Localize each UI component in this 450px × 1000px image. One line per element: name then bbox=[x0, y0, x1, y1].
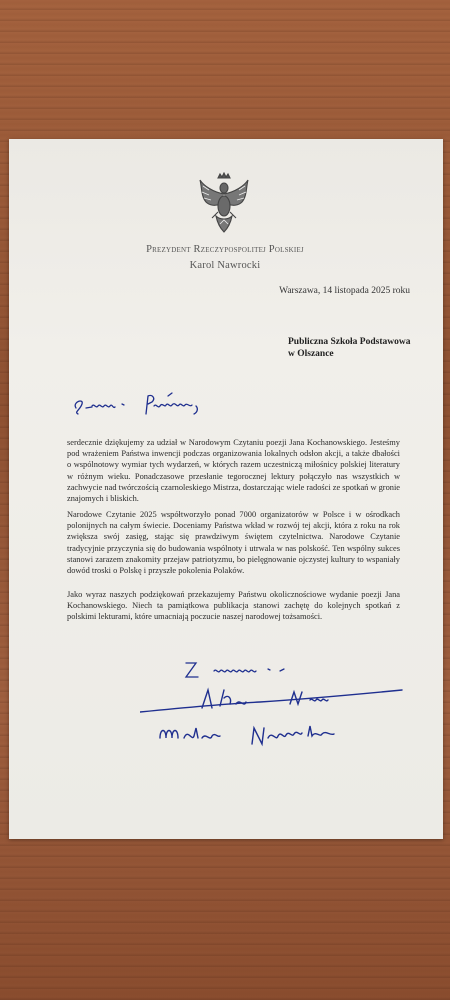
recipient-line-2: w Olszance bbox=[288, 349, 334, 359]
header-name: Karol Nawrocki bbox=[189, 260, 261, 271]
handwritten-salutation bbox=[70, 384, 250, 420]
polish-eagle-emblem-icon bbox=[198, 172, 250, 234]
header-title: Prezydent Rzeczypospolitej Polskiej bbox=[146, 244, 304, 255]
paragraph-3: Jako wyraz naszych podziękowań przekazujemy Państwu okolicznościowe wydanie poezji Jana Kochanowskiego. Niech ta pamiątkowa publikacja stanowi zachętę do kolejnych spotkań z polskimi lekturami, które umacniają poczucie naszej narodowej tożsamości. bbox=[67, 590, 400, 622]
date-line: Warszawa, 14 listopada 2025 roku bbox=[279, 286, 410, 296]
handwritten-signatures bbox=[140, 680, 410, 755]
recipient-line-1: Publiczna Szkoła Podstawowa bbox=[288, 337, 411, 347]
paragraph-2: Narodowe Czytanie 2025 współtworzyło ponad 7000 organizatorów w Polsce i w ośrodkach polonijnych na całym świecie. Doceniamy Państwa wkład w rozwój tej akcji, która z roku na rok zwiększa swój zasięg, stając się prawdziwym świętem czytelnictwa. Narodowe Czytanie tradycyjnie przyczynia się do budowania wspólnoty i utrwala w nas polskość. Ten wspólny sukces stanowi zarazem znakomity przejaw patriotyzmu, bo pielęgnowanie ojczystej kultury to wspaniały dowód troski o Polskę i przyszłe pokolenia Polaków. bbox=[67, 510, 400, 576]
paragraph-1: serdecznie dziękujemy za udział w Narodowym Czytaniu poezji Jana Kochanowskiego. Jesteśmy pod wrażeniem Państwa inwencji podczas organizowania lokalnych odsłon akcji, a także dbałości o wspólnotowy wymiar tych wydarzeń, w których razem uczestniczą miłośnicy polskiej literatury w różnym wieku. Ponadczasowe przesłanie tegorocznej lektury połączyło nas wszystkich w zachwycie nad twórczością czarnoleskiego Mistrza, dostarczając wiele radości ze spotkań w gronie znajomych i bliskich. bbox=[67, 438, 400, 504]
recipient-address bbox=[288, 336, 410, 360]
